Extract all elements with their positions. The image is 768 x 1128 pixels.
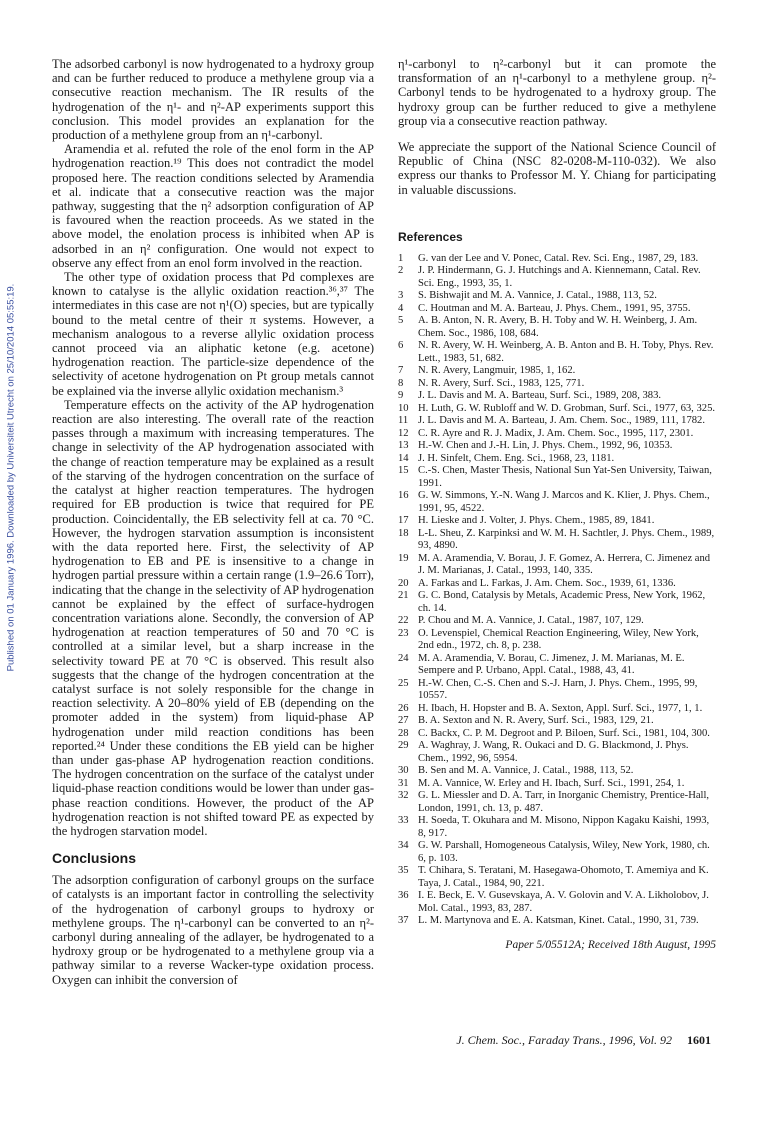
reference-text: G. W. Parshall, Homogeneous Catalysis, Wiley, New York, 1980, ch. 6, p. 103. — [418, 840, 710, 864]
reference-number: 26 — [398, 702, 409, 714]
reference-number: 13 — [398, 440, 409, 452]
reference-text: T. Chihara, S. Teratani, M. Hasegawa-Ohomoto, T. Amemiya and K. Taya, J. Catal., 1984, 90, 221. — [418, 865, 709, 889]
reference-number: 16 — [398, 490, 409, 502]
reference-item — [398, 428, 716, 441]
reference-number: 5 — [398, 315, 404, 327]
reference-item — [398, 553, 716, 578]
reference-number: 15 — [398, 465, 409, 477]
reference-text: A. Waghray, J. Wang, R. Oukaci and D. G. Blackmond, J. Phys. Chem., 1992, 96, 5954. — [418, 740, 689, 764]
reference-item — [398, 890, 716, 915]
reference-item — [398, 778, 716, 791]
reference-number: 17 — [398, 515, 409, 527]
reference-text: J. L. Davis and M. A. Barteau, Surf. Sci., 1989, 208, 383. — [418, 390, 662, 402]
reference-item — [398, 303, 716, 316]
reference-text: N. R. Avery, Langmuir, 1985, 1, 162. — [418, 365, 576, 377]
reference-item — [398, 528, 716, 553]
reference-text: C. Houtman and M. A. Barteau, J. Phys. Chem., 1991, 95, 3755. — [418, 302, 691, 314]
reference-number: 4 — [398, 302, 404, 314]
reference-text: N. R. Avery, W. H. Weinberg, A. B. Anton and B. H. Toby, Phys. Rev. Lett., 1983, 51, 682. — [418, 340, 714, 364]
reference-item — [398, 615, 716, 628]
reference-item — [398, 378, 716, 391]
reference-item — [398, 440, 716, 453]
reference-number: 34 — [398, 840, 409, 852]
body-paragraph: The adsorbed carbonyl is now hydrogenated to a hydroxy group and can be further reduced to produce a methylene group via a consecutive reaction mechanism. The IR results of the hydrogenation of the η¹- and η²-AP experiments support this conclusion. This model provides an explanation for the production of a methylene group from an η¹-carbonyl. — [52, 57, 374, 143]
reference-number: 18 — [398, 527, 409, 539]
reference-text: M. A. Vannice, W. Erley and H. Ibach, Surf. Sci., 1991, 254, 1. — [418, 777, 685, 789]
reference-text: H. Lieske and J. Volter, J. Phys. Chem., 1985, 89, 1841. — [418, 515, 655, 527]
reference-text: B. A. Sexton and N. R. Avery, Surf. Sci., 1983, 129, 21. — [418, 715, 654, 727]
reference-number: 19 — [398, 552, 409, 564]
body-paragraph: Aramendia et al. refuted the role of the enol form in the AP hydrogenation reaction.¹⁹ This does not contradict the model proposed here. The reaction conditions selected by Aramendia et al. indicate that a consecutive reaction was the major pathway, suggesting that the η² adsorption configuration of AP is favoured when the reaction proceeds. As we stated in the above model, the enolation process is inhibited when AP is adsorbed in an η² configuration. One would not expect to observe any effect from an enol form involved in the reaction. — [52, 142, 374, 270]
conclusions-heading: Conclusions — [52, 850, 137, 867]
conclusions-paragraph: The adsorption configuration of carbonyl groups on the surface of catalysts is an important factor in controlling the selectivity of the hydrogenation of carbonyl groups to hydroxy or methylene groups. The η¹-carbonyl can be converted to an η²-carbonyl during annealing of the adlayer, be hydrogenated to a hydroxy group or be hydrogenated to a methylene group via a pathway similar to a reverse Wacker-type oxidation process. Oxygen can inhibit the conversion of — [52, 873, 374, 987]
reference-text: S. Bishwajit and M. A. Vannice, J. Catal., 1988, 113, 52. — [418, 290, 657, 302]
reference-item — [398, 678, 716, 703]
reference-item — [398, 653, 716, 678]
acknowledgement-paragraph: We appreciate the support of the National Science Council of Republic of China (NSC 82-0208-M-110-032). We also express our thanks to Professor M. Y. Chiang for participating in valuable discussions. — [398, 140, 716, 197]
reference-text: A. B. Anton, N. R. Avery, B. H. Toby and W. H. Weinberg, J. Am. Chem. Soc., 1986, 108, 684. — [418, 315, 698, 339]
journal-citation: J. Chem. Soc., Faraday Trans., 1996, Vol. 92 — [456, 1033, 672, 1047]
reference-item — [398, 290, 716, 303]
reference-number: 6 — [398, 340, 404, 352]
reference-text: J. P. Hindermann, G. J. Hutchings and A. Kiennemann, Catal. Rev. Sci. Eng., 1993, 35, 1. — [418, 265, 701, 289]
reference-item — [398, 703, 716, 716]
reference-item — [398, 915, 716, 928]
reference-text: L. M. Martynova and E. A. Katsman, Kinet. Catal., 1990, 31, 739. — [418, 915, 699, 927]
reference-number: 33 — [398, 815, 409, 827]
reference-item — [398, 365, 716, 378]
reference-number: 10 — [398, 402, 409, 414]
page-footer — [456, 1033, 711, 1048]
reference-item — [398, 465, 716, 490]
reference-number: 36 — [398, 890, 409, 902]
left-column — [52, 57, 374, 987]
right-column — [398, 57, 716, 951]
reference-number: 9 — [398, 390, 404, 402]
reference-number: 20 — [398, 577, 409, 589]
reference-number: 3 — [398, 290, 404, 302]
references-heading: References — [398, 229, 463, 244]
reference-number: 32 — [398, 790, 409, 802]
reference-item — [398, 865, 716, 890]
reference-text: C.-S. Chen, Master Thesis, National Sun Yat-Sen University, Taiwan, 1991. — [418, 465, 712, 489]
reference-item — [398, 515, 716, 528]
reference-item — [398, 765, 716, 778]
reference-text: N. R. Avery, Surf. Sci., 1983, 125, 771. — [418, 377, 585, 389]
reference-text: B. Sen and M. A. Vannice, J. Catal., 1988, 113, 52. — [418, 765, 634, 777]
reference-item — [398, 815, 716, 840]
body-paragraph: η¹-carbonyl to η²-carbonyl but it can promote the transformation of an η¹-carbonyl to a methylene group. η²-Carbonyl tends to be hydrogenated to a hydroxy group. The hydroxy group can be further reduced to give a methylene group via a consecutive reaction pathway. — [398, 57, 716, 128]
reference-text: G. L. Miessler and D. A. Tarr, in Inorganic Chemistry, Prentice-Hall, London, 1991, ch. 13, p. 487. — [418, 790, 710, 814]
reference-number: 7 — [398, 365, 404, 377]
download-watermark-text: Published on 01 January 1996. Downloaded by Universiteit Utrecht on 25/10/2014 05:55:19. — [5, 283, 17, 671]
reference-text: H.-W. Chen and J.-H. Lin, J. Phys. Chem., 1992, 96, 10353. — [418, 440, 673, 452]
reference-item — [398, 728, 716, 741]
reference-item — [398, 403, 716, 416]
reference-number: 35 — [398, 865, 409, 877]
reference-number: 24 — [398, 652, 409, 664]
reference-text: O. Levenspiel, Chemical Reaction Engineering, Wiley, New York, 2nd edn., 1972, ch. 8, p. 238. — [418, 627, 699, 652]
reference-item — [398, 490, 716, 515]
reference-text: L-L. Sheu, Z. Karpinksi and W. M. H. Sachtler, J. Phys. Chem., 1989, 93, 4890. — [418, 527, 715, 552]
references-list — [398, 253, 716, 928]
reference-text: I. E. Beck, E. V. Gusevskaya, A. V. Golovin and V. A. Likholobov, J. Mol. Catal., 1993, 83, 287. — [418, 890, 709, 914]
reference-text: C. R. Ayre and R. J. Madix, J. Am. Chem. Soc., 1995, 117, 2301. — [418, 427, 694, 439]
reference-number: 1 — [398, 252, 404, 264]
reference-number: 31 — [398, 777, 409, 789]
reference-text: J. L. Davis and M. A. Barteau, J. Am. Chem. Soc., 1989, 111, 1782. — [418, 415, 705, 427]
reference-number: 12 — [398, 427, 409, 439]
reference-text: M. A. Aramendia, V. Borau, J. F. Gomez, A. Herrera, C. Jimenez and J. M. Marianas, J. Catal., 1993, 140, 335. — [418, 552, 711, 577]
reference-number: 29 — [398, 740, 409, 752]
reference-item — [398, 265, 716, 290]
reference-text: G. van der Lee and V. Ponec, Catal. Rev. Sci. Eng., 1987, 29, 183. — [418, 252, 699, 264]
reference-number: 21 — [398, 590, 409, 602]
reference-number: 30 — [398, 765, 409, 777]
reference-number: 22 — [398, 615, 409, 627]
reference-item — [398, 740, 716, 765]
reference-number: 28 — [398, 727, 409, 739]
download-watermark — [0, 262, 22, 692]
reference-number: 37 — [398, 915, 409, 927]
reference-text: H. Ibach, H. Hopster and B. A. Sexton, Appl. Surf. Sci., 1977, 1, 1. — [418, 702, 703, 714]
received-note: Paper 5/05512A; Received 18th August, 1995 — [505, 938, 716, 951]
reference-item — [398, 590, 716, 615]
reference-number: 8 — [398, 377, 404, 389]
page-number: 1601 — [687, 1033, 711, 1047]
reference-text: C. Backx, C. P. M. Degroot and P. Biloen, Surf. Sci., 1981, 104, 300. — [418, 727, 710, 739]
reference-text: A. Farkas and L. Farkas, J. Am. Chem. Soc., 1939, 61, 1336. — [418, 577, 676, 589]
reference-item — [398, 840, 716, 865]
reference-item — [398, 453, 716, 466]
reference-text: H. Luth, G. W. Rubloff and W. D. Grobman, Surf. Sci., 1977, 63, 325. — [418, 402, 716, 414]
reference-item — [398, 390, 716, 403]
reference-item — [398, 578, 716, 591]
reference-item — [398, 715, 716, 728]
reference-text: H.-W. Chen, C.-S. Chen and S.-J. Harn, J. Phys. Chem., 1995, 99, 10557. — [418, 677, 698, 702]
reference-number: 27 — [398, 715, 409, 727]
reference-number: 11 — [398, 415, 409, 427]
reference-text: M. A. Aramendia, V. Borau, C. Jimenez, J. M. Marianas, M. E. Sempere and P. Urbano, Appl. Catal., 1988, 43, 41. — [418, 652, 685, 677]
reference-number: 25 — [398, 677, 409, 689]
body-paragraph: The other type of oxidation process that Pd complexes are known to catalyse is the allylic oxidation reaction.³⁶,³⁷ The intermediates in this case are not η¹(O) species, but are typically bound to the metal centre of their π systems. However, a mechanism analogous to a reverse allylic oxidation process cannot proceed via an aliphatic ketone (e.g. acetone) hydrogenation reaction. The particle-size dependence of the selectivity of acetone hydrogenation on Pt group metals cannot be explained via the inverse allylic oxidation mechanism.³ — [52, 270, 374, 398]
reference-text: G. C. Bond, Catalysis by Metals, Academic Press, New York, 1962, ch. 14. — [418, 590, 706, 614]
reference-text: H. Soeda, T. Okuhara and M. Misono, Nippon Kagaku Kaishi, 1993, 8, 917. — [418, 815, 710, 839]
reference-text: G. W. Simmons, Y.-N. Wang J. Marcos and K. Klier, J. Phys. Chem., 1991, 95, 4522. — [418, 490, 710, 514]
body-paragraph: Temperature effects on the activity of the AP hydrogenation reaction are also interesting. The overall rate of the reaction passes through a maximum with increasing temperatures. The change in selectivity of the AP hydrogenation associated with the change of reaction temperature may be explained as a result of the starving of the hydrogen concentration on the surface of the catalyst at higher reaction temperatures. The hydrogen required for EB production is twice that required for PE production. Coincidentally, the EB selectivity fell at ca. 70 °C. However, the hydrogen starvation assumption is inconsistent with the data reported here. First, the selectivity of AP hydrogenation to EB and PE is insensitive to a change in hydrogen partial pressure within a certain range (1.9–26.6 Torr), indicating that the change in the selectivity of AP hydrogenation cannot be explained by the effect of surface-hydrogen concentration variations alone. Secondly, the conversion of AP hydrogenation at reaction temperatures of 50 and 70 °C is controlled at a similar level, but a sharp increase in the selectivity toward PE at 70 °C is observed. This result also suggests that the change of the hydrogen concentration at the catalyst surface is not solely responsible for the change in reaction selectivity. A 20–80% yield of EB (depending on the promoter added in the system) from liquid-phase AP hydrogenation under mild reaction conditions has been reported.²⁴ Under these conditions the EB yield can be higher than under gas-phase AP hydrogenation reaction conditions. The hydrogen concentration on the surface of the catalyst under liquid-phase reaction conditions would be lower than under gas-phase reaction conditions. However, the product of the AP hydrogenation reaction is not shifted toward PE as expected by the hydrogen starvation model. — [52, 397, 374, 838]
reference-number: 2 — [398, 265, 404, 277]
reference-item — [398, 253, 716, 266]
reference-item — [398, 415, 716, 428]
reference-item — [398, 315, 716, 340]
reference-item — [398, 790, 716, 815]
reference-text: J. H. Sinfelt, Chem. Eng. Sci., 1968, 23, 1181. — [418, 452, 615, 464]
reference-number: 14 — [398, 452, 409, 464]
reference-item — [398, 628, 716, 653]
reference-number: 23 — [398, 627, 409, 639]
reference-item — [398, 340, 716, 365]
reference-text: P. Chou and M. A. Vannice, J. Catal., 1987, 107, 129. — [418, 615, 644, 627]
